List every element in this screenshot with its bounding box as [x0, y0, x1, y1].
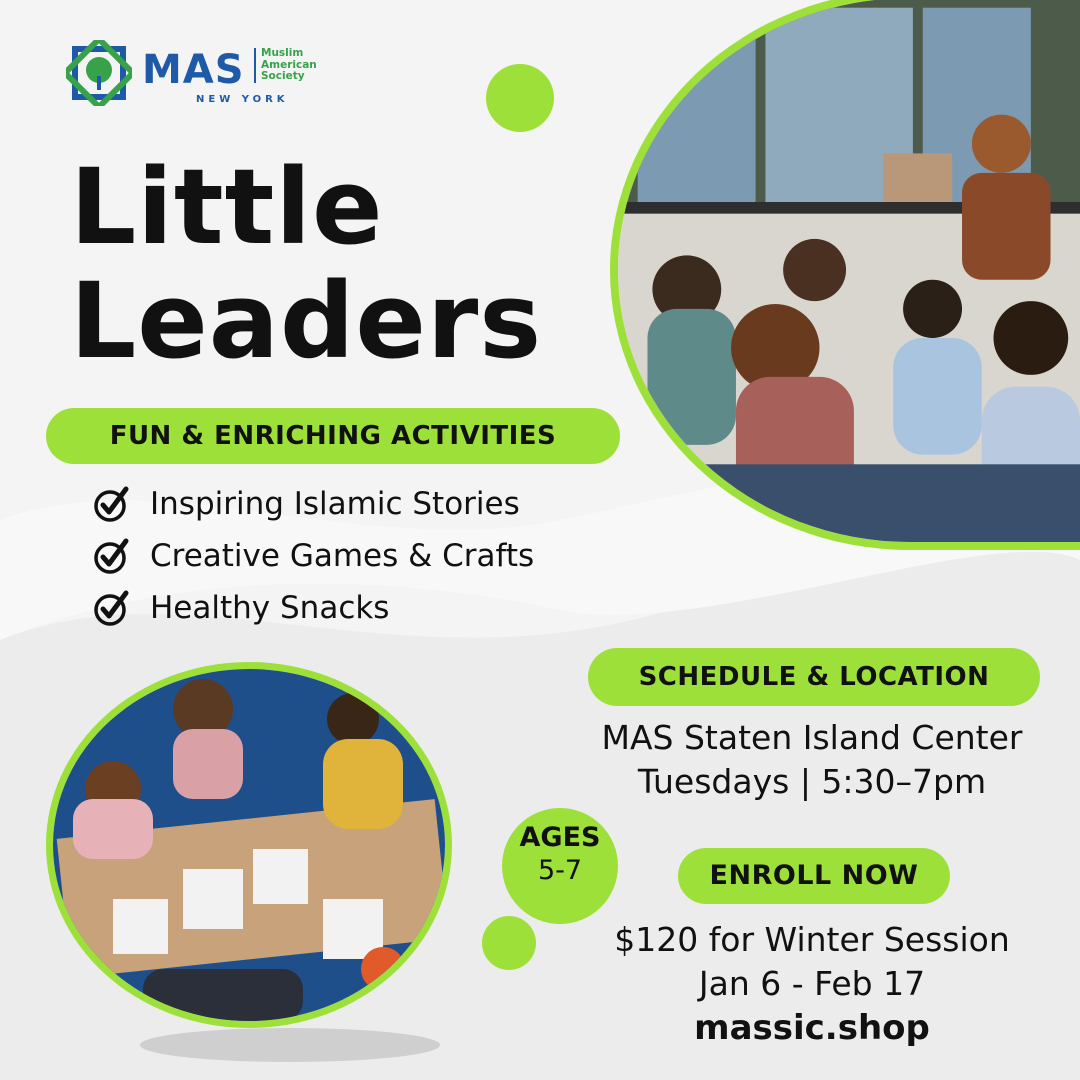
price-text: $120 for Winter Session — [614, 920, 1010, 959]
title-line: Leaders — [70, 260, 543, 382]
page-title — [70, 146, 543, 382]
time-text: Tuesdays | 5:30–7pm — [637, 762, 987, 801]
logo-line: Society — [261, 70, 305, 82]
enroll-button[interactable]: ENROLL NOW — [678, 848, 950, 904]
crafts-photo — [46, 662, 452, 1028]
title-line: Little — [70, 146, 384, 268]
mas-logo — [66, 38, 326, 108]
check-circle-icon — [92, 484, 132, 524]
schedule-details — [560, 716, 1064, 804]
logo-line: Muslim — [261, 47, 304, 59]
logo-region: NEW YORK — [196, 94, 289, 105]
list-item — [92, 582, 534, 634]
activity-label: Inspiring Islamic Stories — [150, 486, 520, 522]
list-item — [92, 530, 534, 582]
decorative-dot — [482, 916, 536, 970]
activity-label: Healthy Snacks — [150, 590, 390, 626]
decorative-dot — [486, 64, 554, 132]
ages-label: AGES — [519, 822, 601, 853]
schedule-heading: SCHEDULE & LOCATION — [588, 648, 1040, 706]
activities-heading: FUN & ENRICHING ACTIVITIES — [46, 408, 620, 464]
logo-abbr: MAS — [142, 47, 245, 93]
check-circle-icon — [92, 536, 132, 576]
enroll-details — [560, 918, 1064, 1050]
location-text: MAS Staten Island Center — [601, 718, 1023, 757]
enroll-link[interactable]: massic.shop — [694, 1008, 930, 1048]
activities-list — [92, 478, 534, 634]
ages-badge — [502, 808, 618, 924]
logo-fullname — [254, 48, 317, 83]
logo-line: American — [261, 58, 317, 71]
list-item — [92, 478, 534, 530]
tree-star-icon — [66, 40, 132, 106]
check-circle-icon — [92, 588, 132, 628]
activity-label: Creative Games & Crafts — [150, 538, 535, 574]
dates-text: Jan 6 - Feb 17 — [698, 964, 926, 1003]
photo-shadow — [140, 1028, 440, 1062]
ages-range: 5-7 — [537, 855, 583, 886]
